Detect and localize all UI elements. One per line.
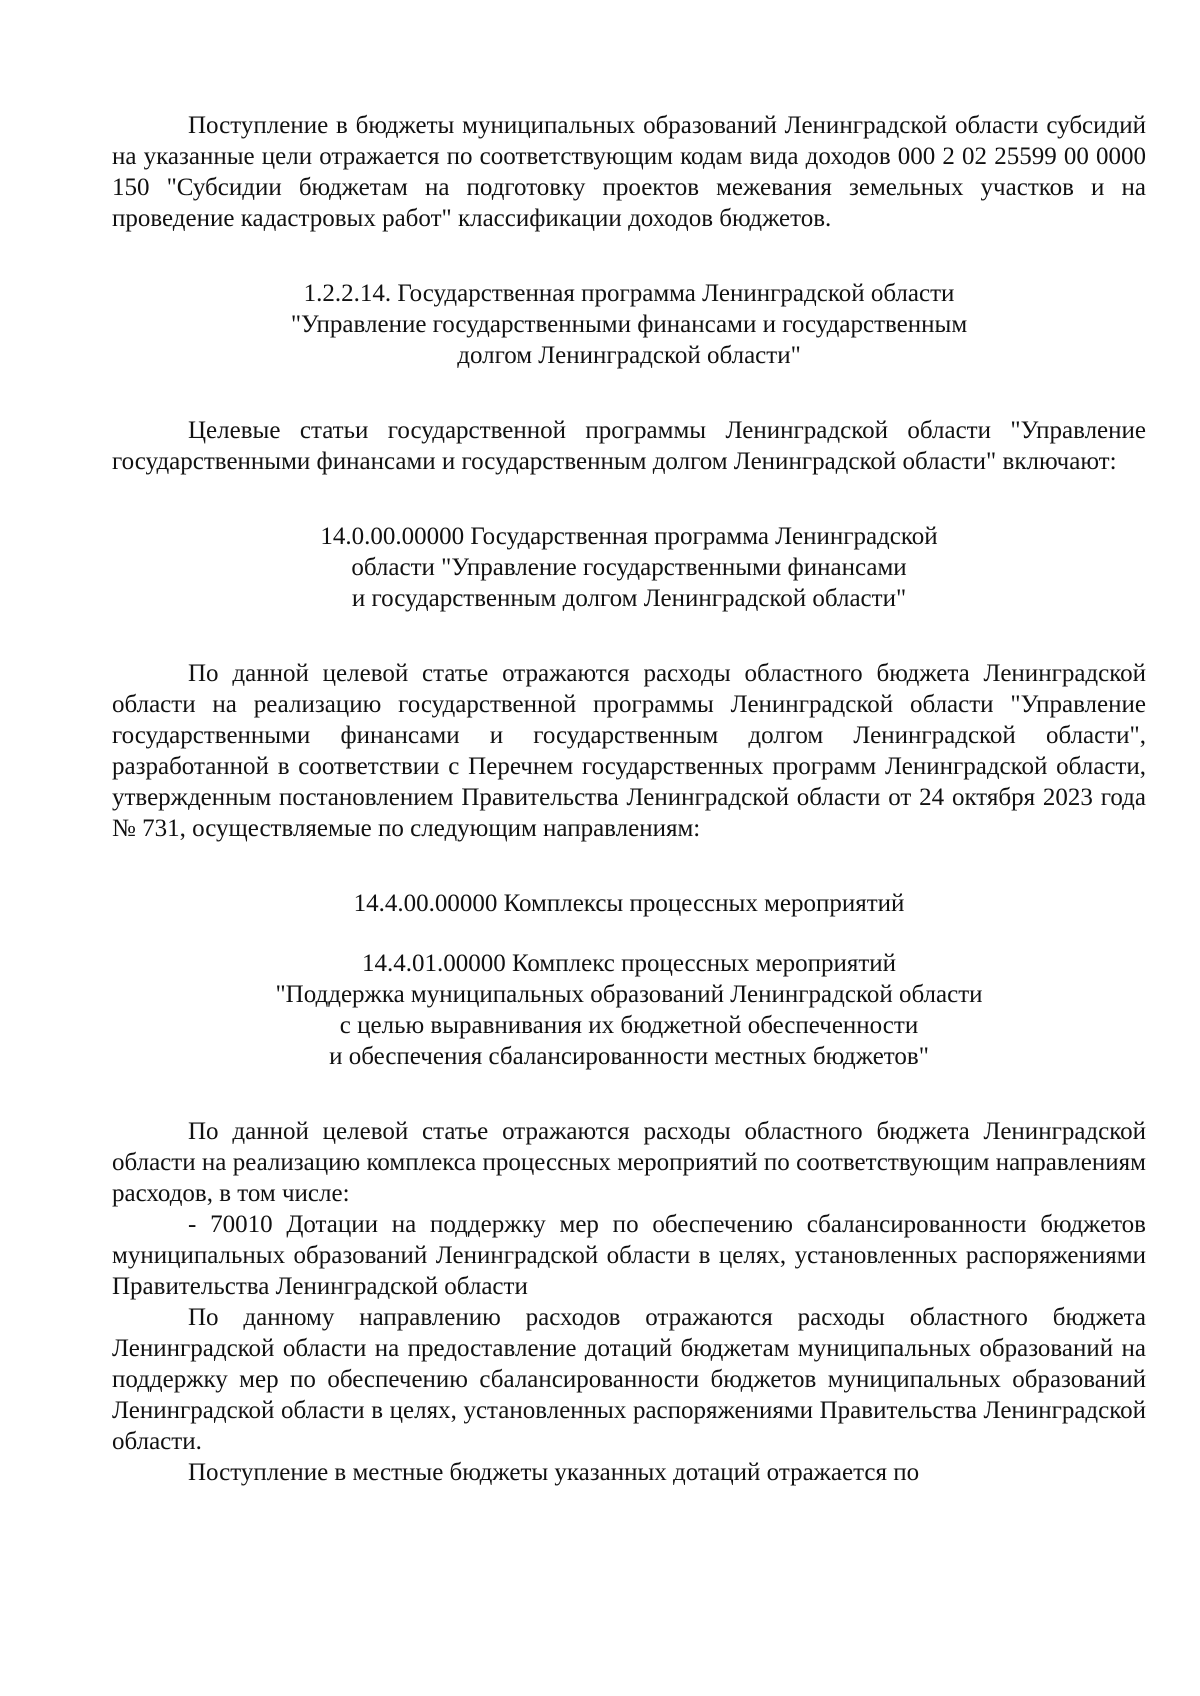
paragraph-direction-expenses: По данному направлению расходов отражаются расходы областного бюджета Ленинградской области на предоставление дотаций бюджетам муниципальных образований на поддержку мер по обеспечению сбалансированности бюджетов муниципальных образований Ленинградской области в целях, установленных распоряжениями Правительства Ленинградской области. [112, 1304, 1146, 1455]
paragraph-local-budgets-income: Поступление в местные бюджеты указанных дотаций отражается по [188, 1459, 920, 1486]
heading-line: 14.0.00.00000 Государственная программа Ленинградской [320, 523, 938, 550]
heading-line: и обеспечения сбалансированности местных бюджетов" [329, 1043, 929, 1070]
paragraph-complex-expenses: По данной целевой статье отражаются расходы областного бюджета Ленинградской области на реализацию комплекса процессных мероприятий по соответствующим направлениям расходов, в том числе: [112, 1118, 1146, 1207]
heading-line: "Поддержка муниципальных образований Ленинградской области [275, 981, 983, 1008]
heading-14-4-01-00000 [112, 948, 1146, 1072]
paragraph-program-expenses: По данной целевой статье отражаются расходы областного бюджета Ленинградской области на реализацию государственной программы Ленинградской области "Управление государственными финансами и государственным долгом Ленинградской области", разработанной в соответствии с Перечнем государственных программ Ленинградской области, утвержденным постановлением Правительства Ленинградской области от 24 октября 2023 года № 731, осуществляемые по следующим направлениям: [112, 660, 1146, 842]
heading-line: и государственным долгом Ленинградской области" [351, 585, 907, 612]
list-item-70010: - 70010 Дотации на поддержку мер по обеспечению сбалансированности бюджетов муниципальных образований Ленинградской области в целях, установленных распоряжениями Правительства Ленинградской области [112, 1211, 1146, 1300]
heading-14-4-00-00000 [112, 888, 1146, 919]
paragraph-target-articles: Целевые статьи государственной программы Ленинградской области "Управление государственными финансами и государственным долгом Ленинградской области" включают: [112, 417, 1146, 475]
heading-line: долгом Ленинградской области" [457, 342, 801, 369]
heading-line: с целью выравнивания их бюджетной обеспеченности [339, 1012, 919, 1039]
paragraph-income-subsidies: Поступление в бюджеты муниципальных образований Ленинградской области субсидий на указанные цели отражается по соответствующим кодам вида доходов 000 2 02 25599 00 0000 150 "Субсидии бюджетам на подготовку проектов межевания земельных участков и на проведение кадастровых работ" классификации доходов бюджетов. [112, 112, 1146, 232]
heading-line: области "Управление государственными финансами [351, 554, 907, 581]
heading-14-0-00-00000 [112, 521, 1146, 614]
heading-line: "Управление государственными финансами и государственным [290, 311, 968, 338]
heading-line: 1.2.2.14. Государственная программа Ленинградской области [303, 280, 955, 307]
heading-line: 14.4.01.00000 Комплекс процессных мероприятий [361, 950, 897, 977]
heading-program-1-2-2-14 [112, 278, 1146, 371]
heading-line: 14.4.00.00000 Комплексы процессных мероприятий [353, 890, 905, 917]
document-page [112, 110, 1146, 1488]
